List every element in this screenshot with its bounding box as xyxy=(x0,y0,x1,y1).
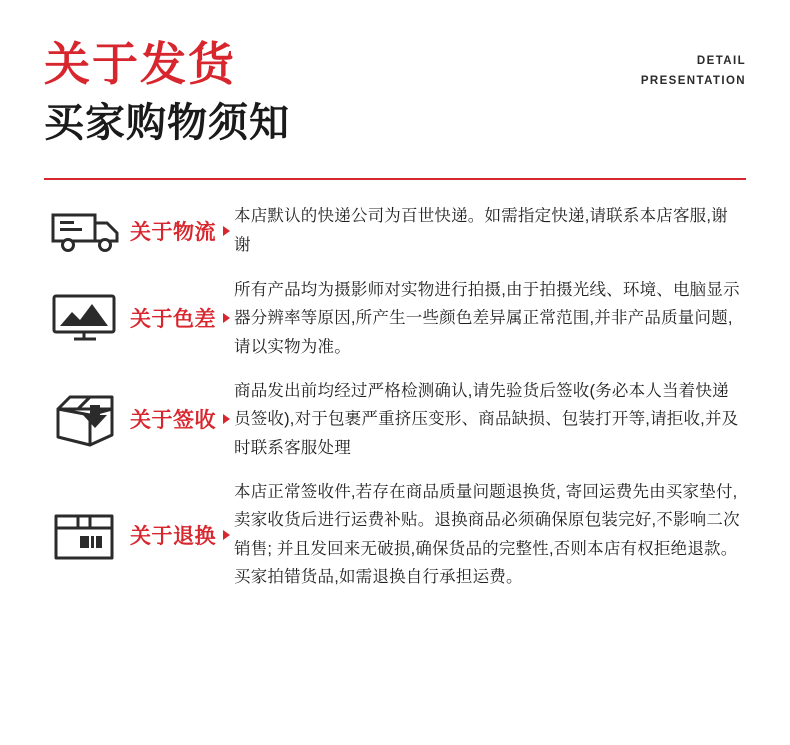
header-caption-line2: PRESENTATION xyxy=(640,74,746,87)
notice-text-color: 所有产品均为摄影师对实物进行拍摄,由于拍摄光线、环境、电脑显示器分辨率等原因,所产生一些颜色差异属正常范围,并非产品质量问题,请以实物为准。 xyxy=(234,280,740,356)
notice-label-signing xyxy=(130,404,234,434)
notice-text-signing: 商品发出前均经过严格检测确认,请先验货后签收(务必本人当着快递员签收),对于包裹严重挤压变形、商品缺损、包装打开等,请拒收,并及时联系客服处理 xyxy=(234,381,739,457)
label-text: 关于色差 xyxy=(130,308,216,332)
label-text: 关于物流 xyxy=(130,220,216,244)
header-caption xyxy=(641,52,746,91)
arrow-icon xyxy=(223,414,230,424)
notice-text-logistics: 本店默认的快递公司为百世快递。如需指定快递,请联系本店客服,谢谢 xyxy=(234,207,728,254)
monitor-icon xyxy=(44,292,130,344)
list-item xyxy=(44,202,746,260)
page-title: 关于发货 xyxy=(44,38,236,90)
header-divider xyxy=(44,178,746,180)
label-text: 关于退换 xyxy=(130,524,216,548)
list-item xyxy=(44,478,746,592)
page-header xyxy=(44,0,746,160)
notice-label-logistics xyxy=(130,216,234,246)
arrow-icon xyxy=(223,313,230,323)
header-caption-line1: DETAIL xyxy=(696,55,746,67)
arrow-icon xyxy=(223,226,230,236)
page-subtitle: 买家购物须知 xyxy=(44,100,290,145)
sealed-box-icon xyxy=(44,506,130,564)
arrow-icon xyxy=(223,530,230,540)
open-box-icon xyxy=(44,389,130,449)
notice-text-return: 本店正常签收件,若存在商品质量问题退换货, 寄回运费先由买家垫付,卖家收货后进行运费补贴。退换商品必须确保原包装完好,不影响二次销售; 并且发回来无破损,确保货品的完整性,否则本店有权拒绝退款。买家拍错货品,如需退换自行承担运费。 xyxy=(234,483,740,587)
notice-list xyxy=(44,202,746,592)
label-text: 关于签收 xyxy=(130,409,216,433)
notice-label-return xyxy=(130,520,234,550)
list-item xyxy=(44,276,746,361)
truck-icon xyxy=(44,207,130,255)
list-item xyxy=(44,377,746,462)
notice-label-color xyxy=(130,303,234,333)
